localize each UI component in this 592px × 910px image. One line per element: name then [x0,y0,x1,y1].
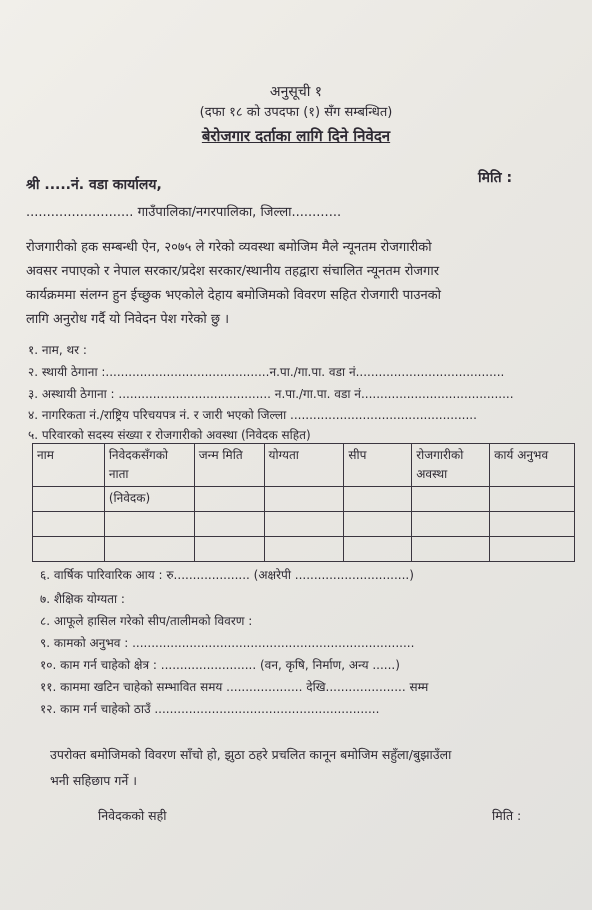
col-header-name: नाम [33,444,105,487]
table-cell [412,512,490,537]
table-cell [104,512,194,537]
table-cell [194,487,264,512]
col-header-employment: रोजगारीको अवस्था [412,444,490,487]
table-cell [33,487,105,512]
table-row [33,512,575,537]
date-label-bottom: मिति : [492,808,522,823]
col-header-qualification: योग्यता [264,444,344,487]
form-title: बेरोजगार दर्ताका लागि दिने निवेदन [201,127,391,145]
col-header-experience: कार्य अनुभव [490,444,575,487]
table-cell [490,512,575,537]
table-cell [194,512,264,537]
table-cell [264,487,344,512]
schedule-heading: अनुसूची १ [269,84,323,100]
item-annual-income: ६. वार्षिक पारिवारिक आय : रु.................... (अक्षरेपी ..............................) [40,568,414,582]
col-header-skill: सीप [344,444,412,487]
table-cell [264,512,344,537]
intro-line: रोजगारीको हक सम्बन्धी ऐन, २०७५ ले गरेको व्यवस्था बमोजिम मैले न्यूनतम रोजगारीको [26,240,432,255]
section-reference: (दफा १८ को उपदफा (१) सँग सम्बन्धित) [199,105,393,120]
family-table [32,443,575,562]
intro-line: अवसर नपाएको र नेपाल सरकार/प्रदेश सरकार/स्थानीय तहद्वारा संचालित न्यूनतम रोजगार [26,264,440,279]
table-cell [344,487,412,512]
intro-line: लागि अनुरोध गर्दै यो निवेदन पेश गरेको छु । [26,312,230,327]
table-cell [490,537,575,562]
item-education: ७. शैक्षिक योग्यता : [40,592,125,606]
item-permanent-address: २. स्थायी ठेगाना :...........................................न.पा./गा.पा. वडा नं....................................... [28,365,505,379]
declaration-line: उपरोक्त बमोजिमको विवरण साँचो हो, झुठा ठहरे प्रचलित कानून बमोजिम सहुँला/बुझाउँला [50,747,452,762]
item-skills-training: ८. आफूले हासिल गरेको सीप/तालीमको विवरण : [40,614,253,628]
table-row [33,537,575,562]
declaration-paragraph [50,742,570,794]
table-cell [412,537,490,562]
addressee-municipality: .......................... गाउँपालिका/नगरपालिका, जिल्ला............ [26,205,342,220]
table-row [33,487,575,512]
date-label-top: मिति : [478,170,513,186]
intro-line: कार्यक्रममा संलग्न हुन ईच्छुक भएकोले देहाय बमोजिमको विवरण सहित रोजगारी पाउनको [26,288,442,303]
declaration-line: भनी सहिछाप गर्ने । [50,773,138,788]
table-cell [33,512,105,537]
intro-paragraph [26,236,574,332]
item-work-experience: ९. कामको अनुभव : .......................................................................... [40,636,415,650]
table-cell [344,537,412,562]
table-cell [344,512,412,537]
applicant-signature-label: निवेदकको सही [98,808,167,823]
item-family-members: ५. परिवारको सदस्य संख्या र रोजगारीको अवस्था (निवेदक सहित) [28,428,311,442]
item-temporary-address: ३. अस्थायी ठेगाना : ........................................ न.पा./गा.पा. वडा नं........................................ [28,387,514,401]
table-cell [194,537,264,562]
item-citizenship: ४. नागरिकता नं./राष्ट्रिय परिचयपत्र नं. र जारी भएको जिल्ला ................................................. [28,408,477,422]
table-cell [104,537,194,562]
table-cell [33,537,105,562]
item-name: १. नाम, थर : [28,343,87,357]
item-preferred-sector: १०. काम गर्न चाहेको क्षेत्र : ......................... (वन, कृषि, निर्माण, अन्य ......) [40,658,400,672]
item-available-period: ११. काममा खटिन चाहेको सम्भावित समय .................... देखि..................... सम्म [40,680,429,694]
item-preferred-place: १२. काम गर्न चाहेको ठाउँ ........................................................... [40,702,380,716]
table-cell [412,487,490,512]
table-cell: (निवेदक) [104,487,194,512]
table-cell [490,487,575,512]
table-cell [264,537,344,562]
table-header-row [33,444,575,487]
col-header-relation: निवेदकसँगको नाता [104,444,194,487]
col-header-dob: जन्म मिति [194,444,264,487]
addressee-ward-office: श्री .....नं. वडा कार्यालय, [26,177,162,193]
